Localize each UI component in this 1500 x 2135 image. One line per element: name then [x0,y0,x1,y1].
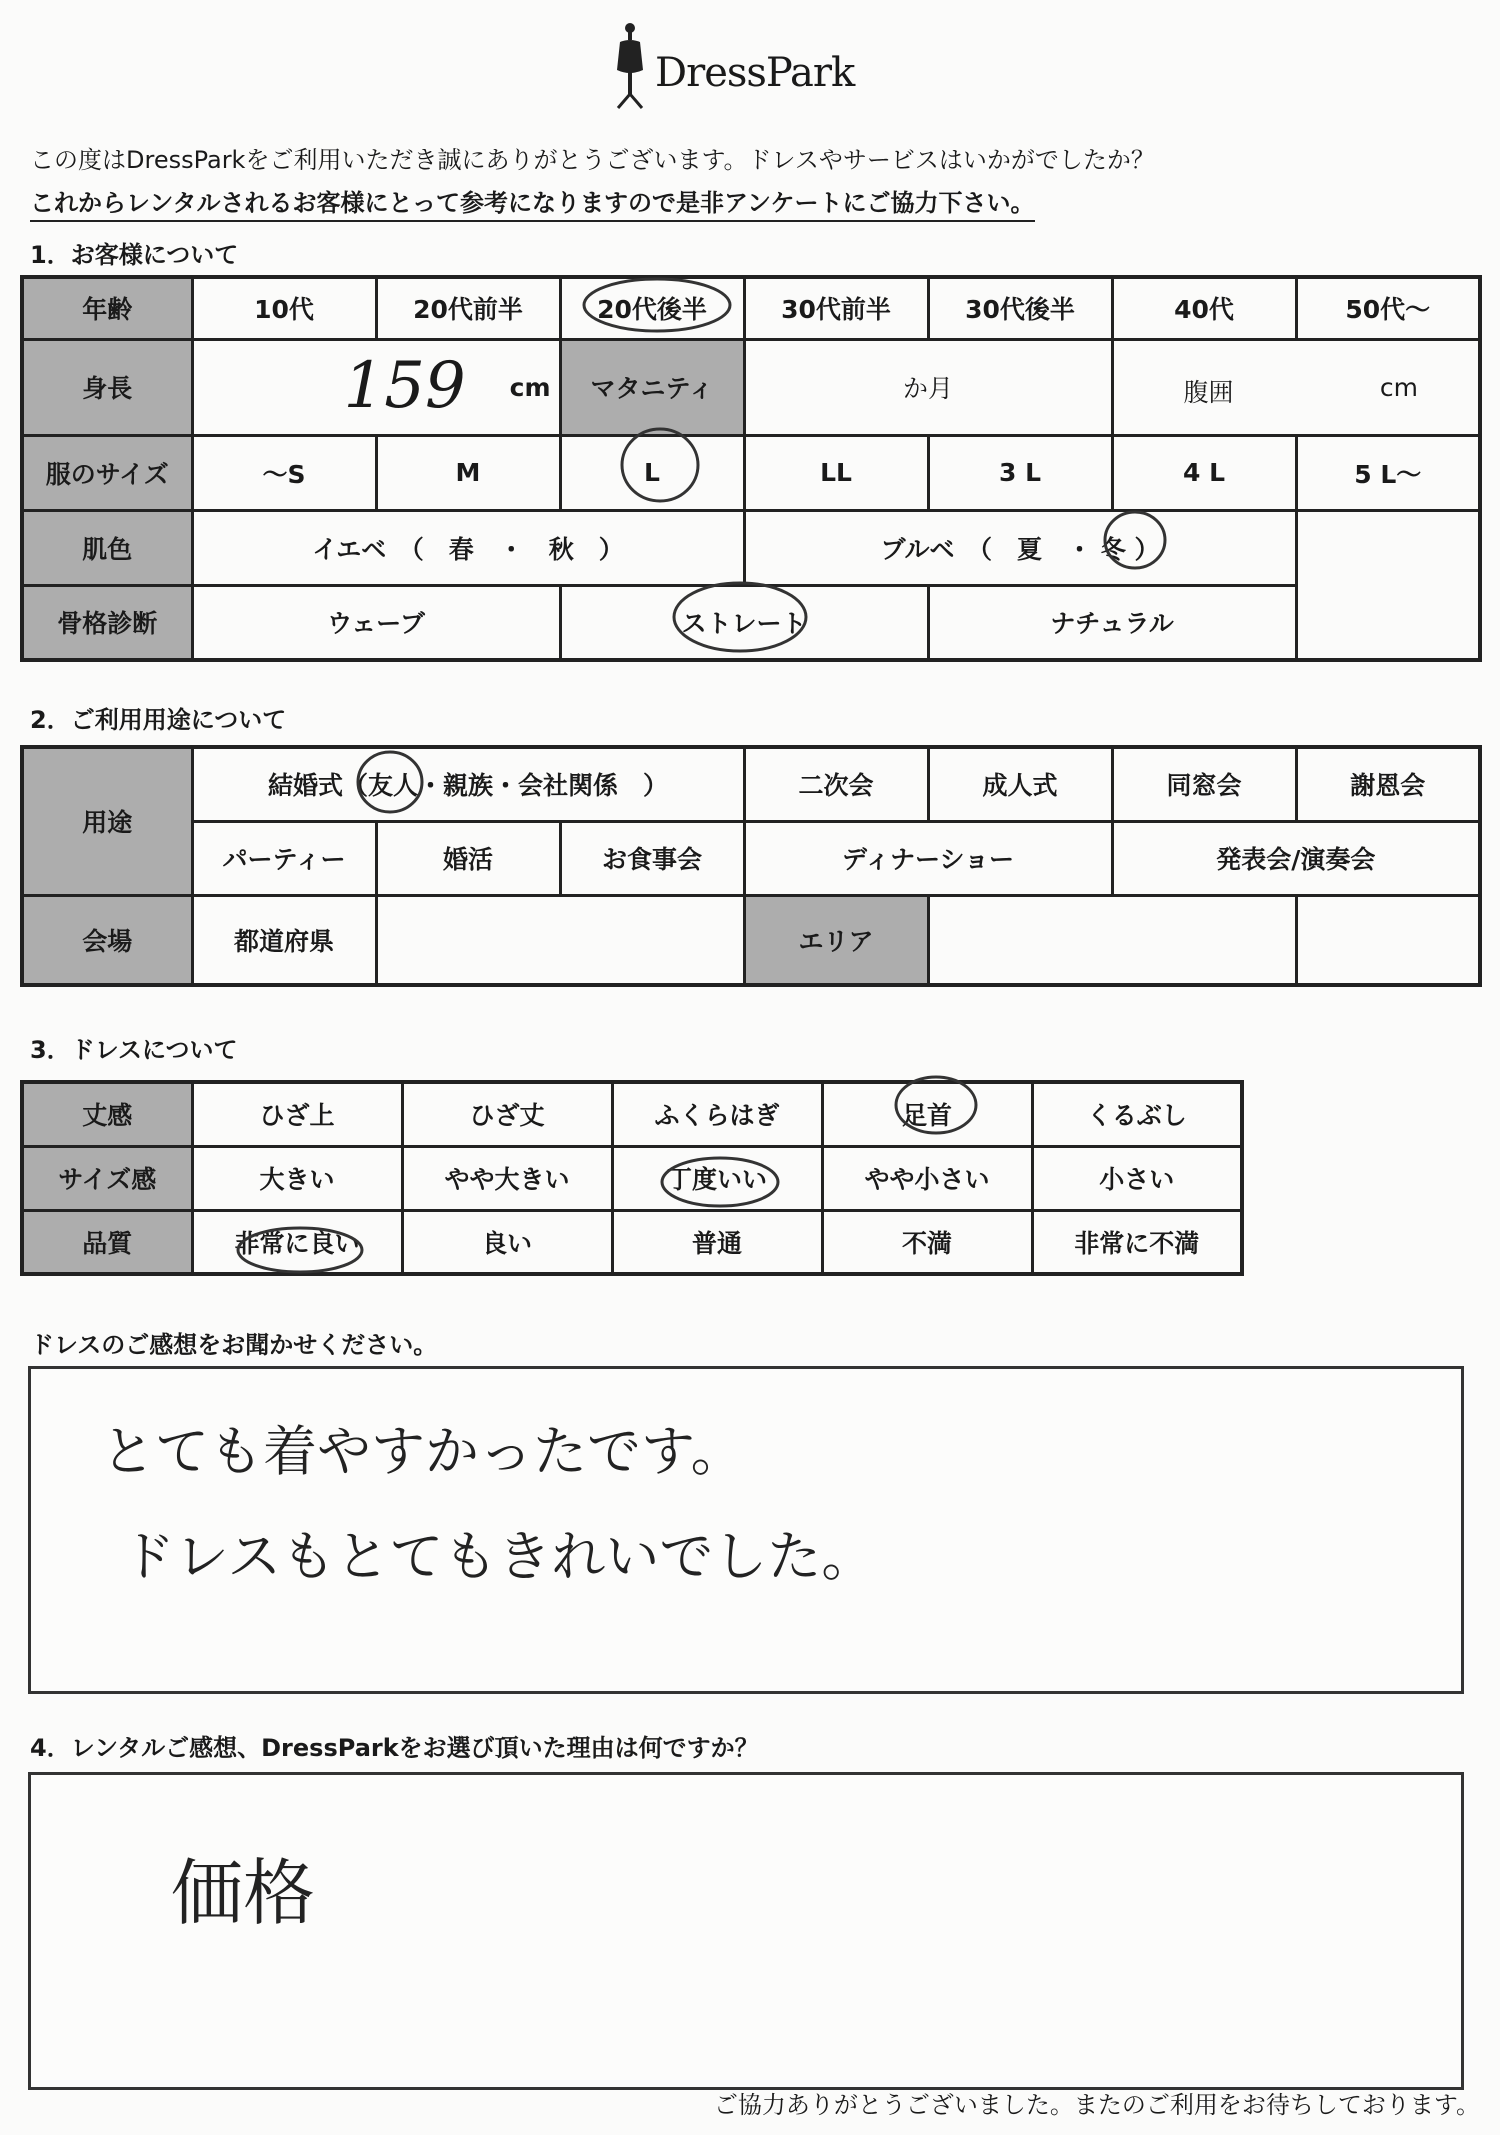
venue-label: 会場 [22,895,192,985]
height-unit: cm [509,372,551,402]
skin-blue-base[interactable] [744,510,1296,585]
fit-option[interactable]: やや大きい [402,1146,612,1210]
age-option[interactable]: 40代 [1112,277,1296,339]
purpose-option[interactable]: ディナーショー [744,821,1112,895]
age-option[interactable]: 50代〜 [1296,277,1480,339]
wedding-rest-text: ・親族・会社関係 ） [418,771,669,801]
impressions-line1: とても着やすかったです。 [101,1420,745,1483]
purpose-option[interactable]: 婚活 [376,821,560,895]
size-row [22,435,1480,510]
fit-option-selected[interactable]: 丁度いい [612,1146,822,1210]
length-option[interactable]: ふくらはぎ [612,1082,822,1146]
wedding-text: 結婚式（ [267,771,368,801]
waist-label: 腹囲 [1183,377,1234,407]
skin-blue-text: ブルベ （ 夏 ・ [880,534,1093,564]
quality-option-selected[interactable]: 非常に良い [192,1210,402,1274]
height-field[interactable] [192,339,560,435]
intro-text: この度はDressParkをご利用いただき誠にありがとうございます。ドレスやサービスはいかがでしたか？ [30,146,1155,174]
venue-pref-field[interactable] [376,895,744,985]
length-row [22,1082,1242,1146]
size-option[interactable]: 〜S [192,435,376,510]
impressions-title: ドレスのご感想をお聞かせください。 [30,1331,438,1359]
skin-blue-close: ） [1134,534,1160,564]
customer-table [20,275,1482,662]
fit-row [22,1146,1242,1210]
fit-option[interactable]: やや小さい [822,1146,1032,1210]
frame-row [22,585,1480,660]
footer-thanks: ご協力ありがとうございました。またのご利用をお待ちしております。 [713,2091,1480,2119]
purpose-option[interactable]: 謝恩会 [1296,747,1480,821]
skin-row [22,510,1480,585]
age-option[interactable]: 30代後半 [928,277,1112,339]
fit-option[interactable]: 大きい [192,1146,402,1210]
impressions-box[interactable] [28,1366,1464,1694]
frame-label: 骨格診断 [22,585,192,660]
maternity-months[interactable]: か月 [744,339,1112,435]
size-option[interactable]: 4 L [1112,435,1296,510]
maternity-label: マタニティ [560,339,744,435]
purpose-option[interactable]: お食事会 [560,821,744,895]
venue-area-label: エリア [744,895,928,985]
frame-option[interactable]: ウェーブ [192,585,560,660]
purpose-option[interactable]: 二次会 [744,747,928,821]
section4-title: 4．レンタルご感想、DressParkをお選び頂いた理由は何ですか？ [30,1734,759,1762]
height-row [22,339,1480,435]
age-option[interactable]: 30代前半 [744,277,928,339]
reason-box[interactable] [28,1772,1464,2090]
quality-row [22,1210,1242,1274]
length-option[interactable]: くるぶし [1032,1082,1242,1146]
quality-option[interactable]: 不満 [822,1210,1032,1274]
length-option[interactable]: ひざ上 [192,1082,402,1146]
fit-label: サイズ感 [22,1146,192,1210]
purpose-wedding[interactable] [192,747,744,821]
age-option[interactable]: 10代 [192,277,376,339]
size-option-selected[interactable]: L [560,435,744,510]
height-label: 身長 [22,339,192,435]
skin-label: 肌色 [22,510,192,585]
brand-logo [610,20,910,120]
quality-option[interactable]: 非常に不満 [1032,1210,1242,1274]
dress-form-icon [610,20,650,110]
fit-option[interactable]: 小さい [1032,1146,1242,1210]
reason-answer: 価格 [171,1851,316,1935]
length-option[interactable]: ひざ丈 [402,1082,612,1146]
purpose-label: 用途 [22,747,192,895]
venue-row [22,895,1480,985]
quality-option[interactable]: 普通 [612,1210,822,1274]
purpose-option[interactable]: 同窓会 [1112,747,1296,821]
length-label: 丈感 [22,1082,192,1146]
frame-option-selected[interactable]: ストレート [560,585,928,660]
frame-option[interactable]: ナチュラル [928,585,1296,660]
quality-label: 品質 [22,1210,192,1274]
purpose-row1 [22,747,1480,821]
skin-winter-selected: 冬 [1100,534,1126,564]
size-label: 服のサイズ [22,435,192,510]
section2-title: 2．ご利用用途について [30,706,287,734]
purpose-row2 [22,821,1480,895]
purpose-option[interactable]: 成人式 [928,747,1112,821]
size-option[interactable]: 3 L [928,435,1112,510]
venue-pref-label: 都道府県 [192,895,376,985]
section1-title: 1．お客様について [30,241,239,269]
impressions-line2: ドレスもとてもきれいでした。 [121,1525,876,1588]
age-option[interactable]: 20代前半 [376,277,560,339]
intro-request: これからレンタルされるお客様にとって参考になりますので是非アンケートにご協力下さい。 [30,183,1035,222]
waist-field[interactable] [1112,339,1480,435]
height-value: 159 [343,348,466,423]
venue-area-field[interactable] [928,895,1296,985]
age-row [22,277,1480,339]
size-option[interactable]: 5 L〜 [1296,435,1480,510]
age-option-selected[interactable]: 20代後半 [560,277,744,339]
purpose-table [20,745,1482,987]
size-option[interactable]: LL [744,435,928,510]
purpose-option[interactable]: パーティー [192,821,376,895]
quality-option[interactable]: 良い [402,1210,612,1274]
length-option-selected[interactable]: 足首 [822,1082,1032,1146]
age-label: 年齢 [22,277,192,339]
skin-yellow-base[interactable]: イエベ （ 春 ・ 秋 ） [192,510,744,585]
waist-unit: cm [1379,372,1418,402]
section3-title: 3．ドレスについて [30,1036,238,1064]
size-option[interactable]: M [376,435,560,510]
brand-name: DressPark [655,50,855,96]
wedding-friend-selected: 友人 [368,771,419,801]
purpose-option[interactable]: 発表会/演奏会 [1112,821,1480,895]
dress-table [20,1080,1244,1276]
